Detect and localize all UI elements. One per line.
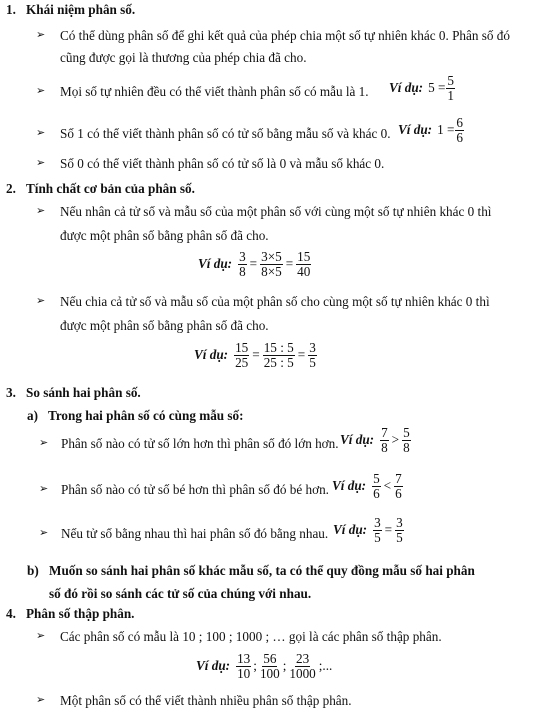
fraction: $\frac{56}{100}$ (259, 651, 280, 681)
example-decimal-fractions: Ví dụ: $\frac{13}{10}$ ; $\frac{56}{100}$ ; $\frac{23}{1000}$ ;... (196, 651, 333, 681)
arrow-bullet-icon: ➢ (36, 205, 46, 217)
fraction: $\frac{5}{1}$ (447, 73, 454, 103)
fraction: $\frac{7}{6}$ (395, 471, 402, 501)
section-title: Khái niệm phân số. (26, 2, 136, 17)
fraction: $\frac{13}{10}$ (237, 651, 251, 681)
arrow-bullet-icon: ➢ (36, 29, 46, 41)
fraction: $\frac{23}{1000}$ (289, 651, 316, 681)
example-divide: Ví dụ: $\frac{15}{25}$ = $\frac{15 : 5}{25 : 5}$ = $\frac{3}{5}$ (194, 340, 316, 370)
fraction: $\frac{5}{8}$ (403, 425, 410, 455)
arrow-bullet-icon: ➢ (36, 694, 46, 706)
section-number: 1. (6, 2, 16, 17)
fraction: $\frac{5}{6}$ (373, 471, 380, 501)
fraction: $\frac{3\times 5}{8\times 5}$ (261, 249, 282, 279)
fraction: $\frac{15 : 5}{25 : 5}$ (263, 340, 294, 370)
fraction: $\frac{3}{5}$ (309, 340, 316, 370)
arrow-bullet-icon: ➢ (36, 295, 46, 307)
fraction: $\frac{3}{5}$ (396, 515, 403, 545)
arrow-bullet-icon: ➢ (39, 483, 49, 495)
fraction: $\frac{6}{6}$ (456, 115, 463, 145)
example-one: Ví dụ: 1 = $\frac{6}{6}$ (398, 115, 463, 145)
fraction: $\frac{15}{25}$ (235, 340, 249, 370)
example-equal: Ví dụ: $\frac{3}{5}$ = $\frac{3}{5}$ (333, 515, 403, 545)
arrow-bullet-icon: ➢ (36, 630, 46, 642)
example-multiply: Ví dụ: $\frac{3}{8}$ = $\frac{3\times 5}{8\times 5}$ = $\frac{15}{40}$ (198, 249, 311, 279)
arrow-bullet-icon: ➢ (39, 437, 49, 449)
example-less: Ví dụ: $\frac{5}{6}$ < $\frac{7}{6}$ (332, 471, 402, 501)
fraction: $\frac{3}{5}$ (374, 515, 381, 545)
example-greater: Ví dụ: $\frac{7}{8}$ > $\frac{5}{8}$ (340, 425, 410, 455)
arrow-bullet-icon: ➢ (36, 127, 46, 139)
fraction: $\frac{15}{40}$ (297, 249, 311, 279)
example-whole-number: Ví dụ: 5 = $\frac{5}{1}$ (389, 73, 454, 103)
fraction: $\frac{7}{8}$ (381, 425, 388, 455)
arrow-bullet-icon: ➢ (36, 85, 46, 97)
fraction: $\frac{3}{8}$ (239, 249, 246, 279)
arrow-bullet-icon: ➢ (36, 157, 46, 169)
arrow-bullet-icon: ➢ (39, 527, 49, 539)
